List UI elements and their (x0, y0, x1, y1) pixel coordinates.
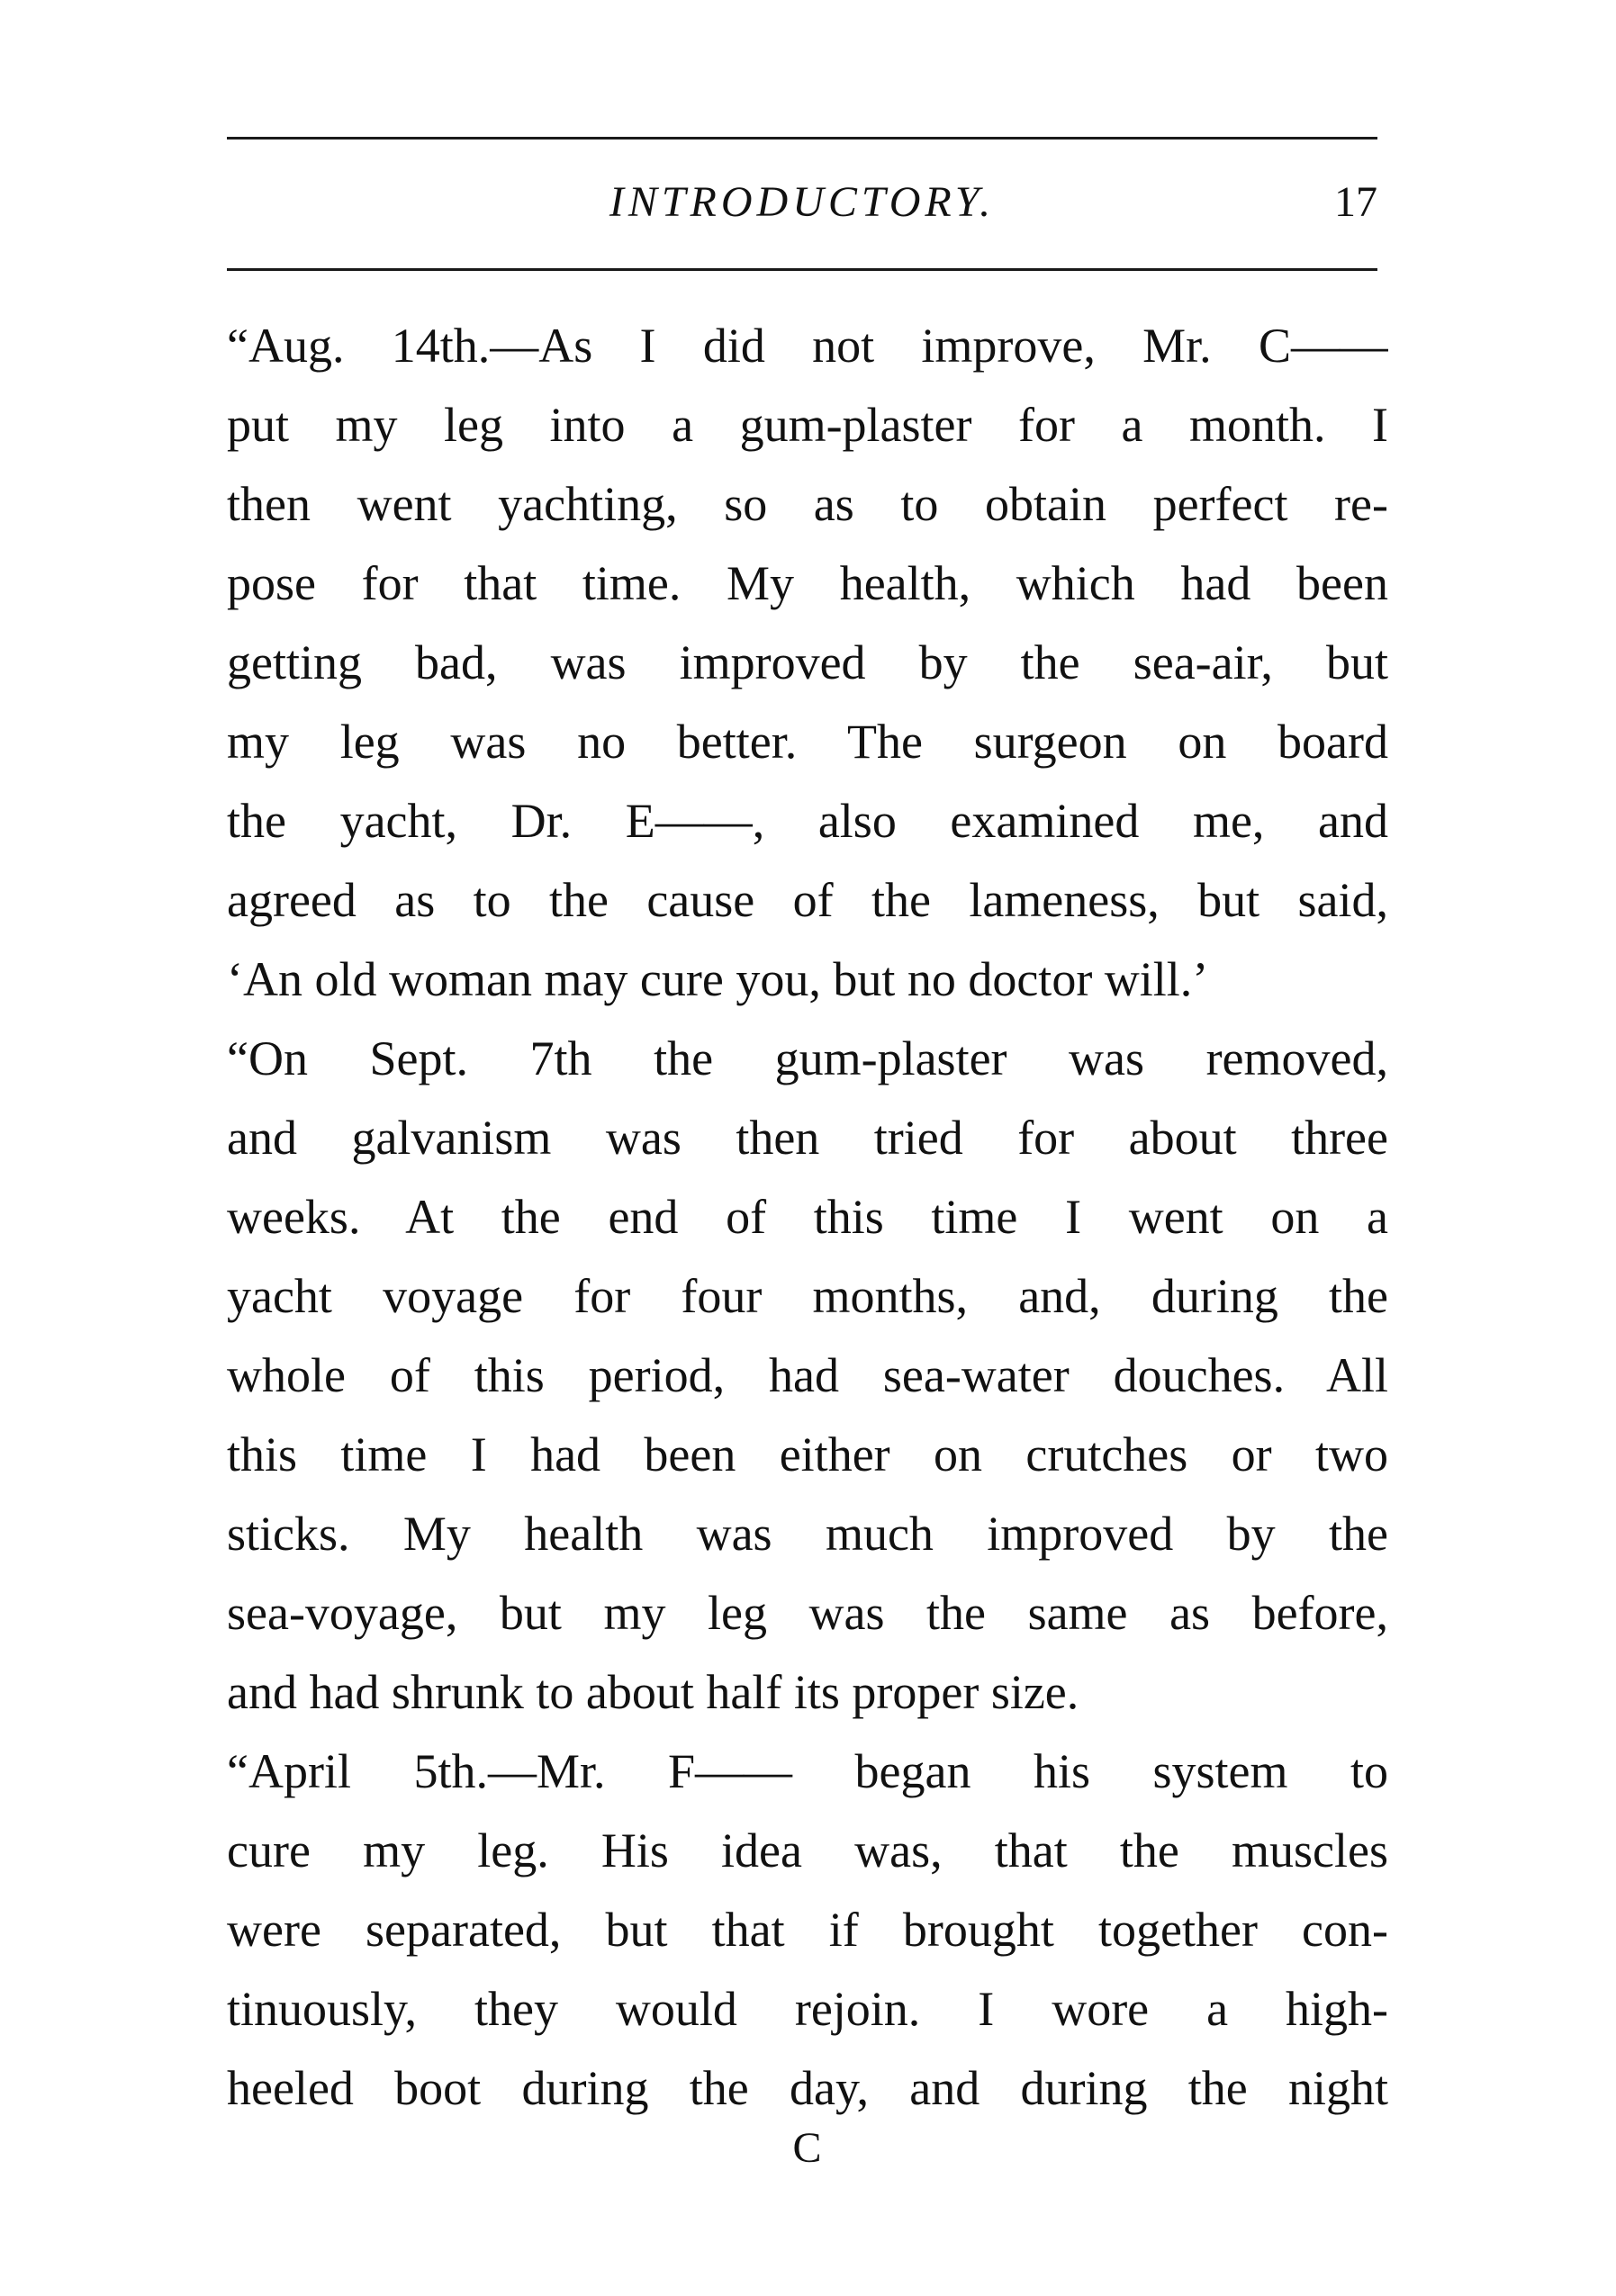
header-rule-bottom (227, 268, 1377, 271)
paragraph-april-5 (227, 1732, 1388, 2128)
text-line: pose for that time. My health, which had been (227, 556, 1388, 610)
text-line: getting bad, was improved by the sea-air, but (227, 635, 1388, 689)
text-line: weeks. At the end of this time I went on a (227, 1190, 1388, 1244)
body-text (227, 306, 1388, 2128)
signature-mark: C (792, 2124, 824, 2172)
text-line: were separated, but that if brought together con- (227, 1903, 1388, 1957)
text-line: cure my leg. His idea was, that the muscles (227, 1823, 1388, 1877)
text-line: “April 5th.—Mr. F—— began his system to (227, 1744, 1388, 1798)
page-number: 17 (1334, 178, 1377, 226)
text-line: “Aug. 14th.—As I did not improve, Mr. C—— (227, 319, 1388, 373)
text-line: and galvanism was then tried for about three (227, 1111, 1388, 1165)
running-title: INTRODUCTORY. (609, 178, 996, 226)
header-rule-top (227, 137, 1377, 140)
running-head (227, 171, 1377, 234)
text-line: heeled boot during the day, and during the night (227, 2061, 1388, 2115)
text-line: tinuously, they would rejoin. I wore a high- (227, 1982, 1388, 2036)
text-line: put my leg into a gum-plaster for a month. I (227, 398, 1388, 452)
text-line: “On Sept. 7th the gum-plaster was removed, (227, 1031, 1388, 1085)
text-line: whole of this period, had sea-water douches. All (227, 1348, 1388, 1402)
paragraph-sept-7 (227, 1019, 1388, 1732)
text-line: sticks. My health was much improved by the (227, 1507, 1388, 1561)
text-line: yacht voyage for four months, and, during the (227, 1269, 1388, 1323)
text-line: and had shrunk to about half its proper size. (227, 1665, 1079, 1719)
text-line: agreed as to the cause of the lameness, but said, (227, 873, 1388, 927)
text-line: the yacht, Dr. E——, also examined me, and (227, 794, 1388, 848)
text-line: then went yachting, so as to obtain perfect re- (227, 477, 1388, 531)
text-line: ‘An old woman may cure you, but no doctor will.’ (227, 952, 1209, 1006)
text-line: my leg was no better. The surgeon on board (227, 715, 1388, 769)
text-line: sea-voyage, but my leg was the same as before, (227, 1586, 1388, 1640)
text-line: this time I had been either on crutches or two (227, 1427, 1388, 1481)
paragraph-aug-14 (227, 306, 1388, 1019)
